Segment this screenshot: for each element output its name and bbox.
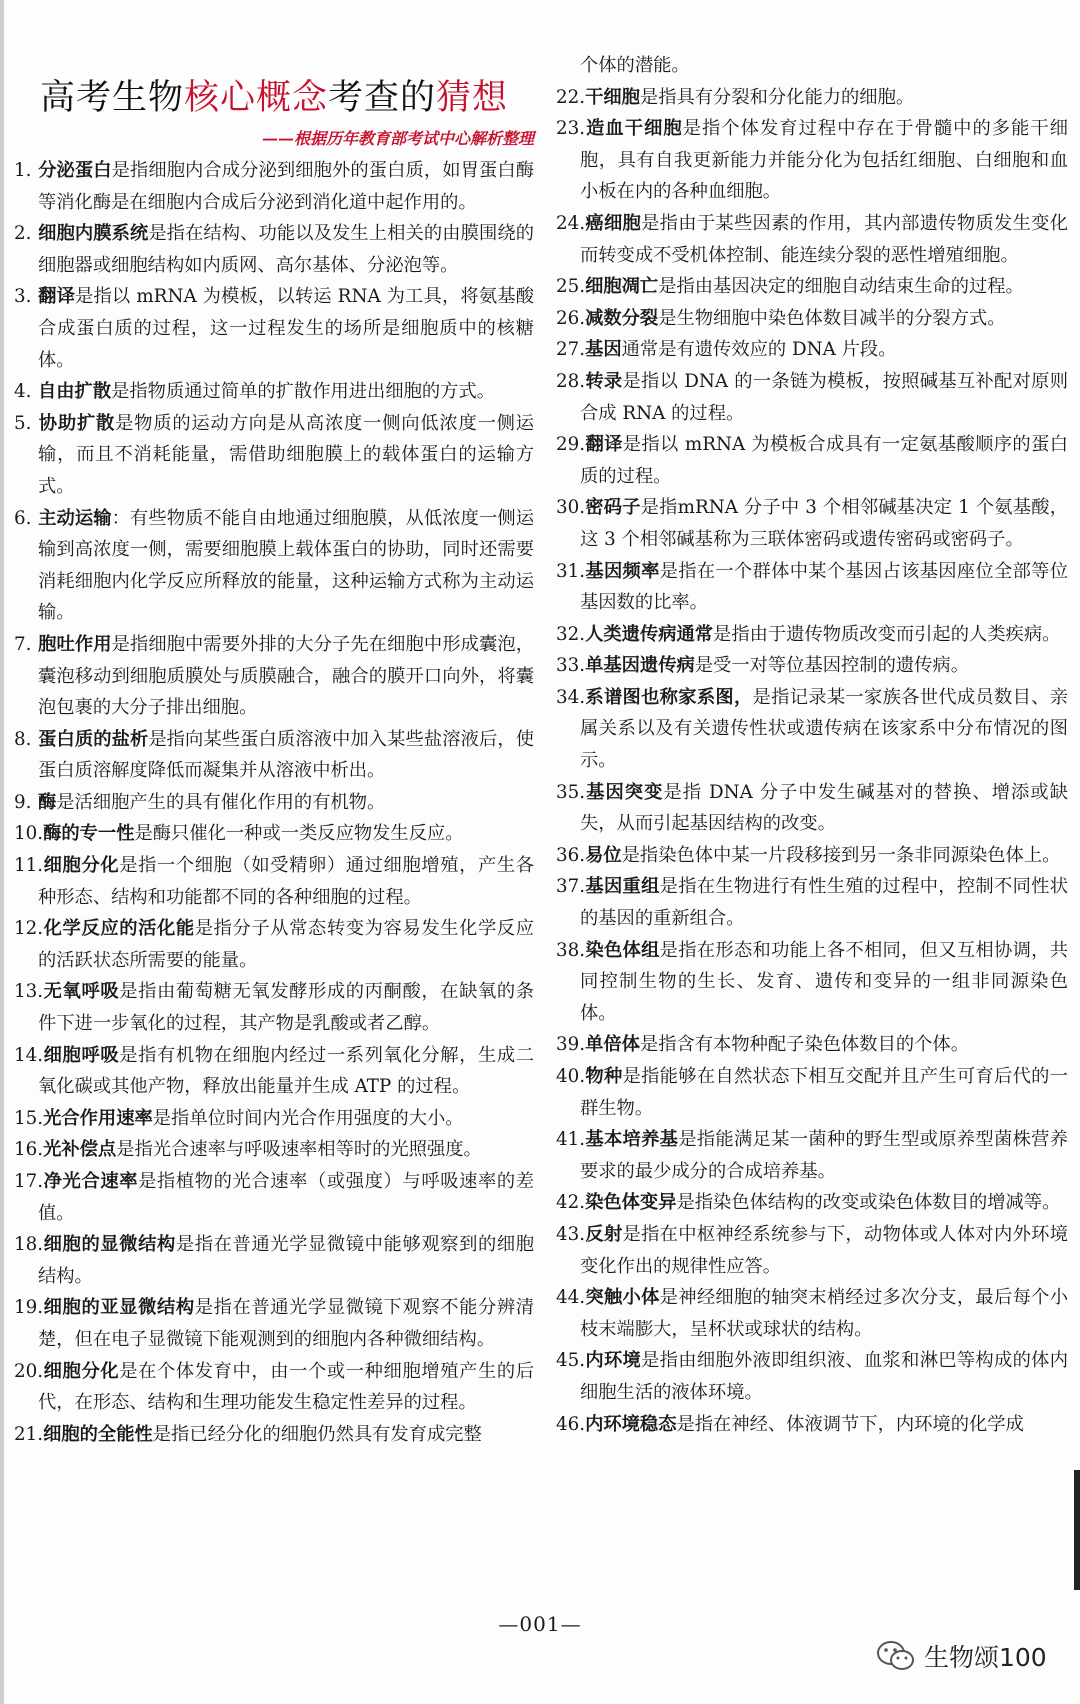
definition-item	[556, 871, 1068, 934]
item-number: 46.	[556, 1413, 586, 1435]
item-term: 细胞的亚显微结构	[43, 1297, 195, 1319]
item-term: 细胞分化	[43, 1360, 120, 1382]
item-definition: 是生物细胞中染色体数目减半的分裂方式。	[658, 307, 1006, 329]
binding-shadow	[1074, 1470, 1080, 1590]
item-definition: 是指在形态和功能上各不相同，但又互相协调，共同控制生物的生长、发育、遗传和变异的一组非同源染色体。	[580, 939, 1069, 1024]
item-definition: 是指分子从常态转变为容易发生化学反应的活跃状态所需要的能量。	[38, 918, 535, 971]
item-term: 染色体变异	[585, 1192, 677, 1214]
item-number: 25.	[556, 276, 586, 298]
definition-item	[14, 503, 534, 629]
definition-item	[14, 155, 534, 218]
item-definition: 是指在生物进行有性生殖的过程中，控制不同性状的基因的重新组合。	[580, 876, 1069, 930]
item-definition: 是指由于某些因素的作用，其内部遗传物质发生变化而转变成不受机体控制、能连续分裂的恶性增殖细胞。	[580, 212, 1069, 266]
definition-item	[14, 1356, 534, 1419]
definition-item	[556, 429, 1068, 492]
item-term: 染色体组	[585, 939, 660, 961]
item-term: 人类遗传病通常	[585, 623, 714, 645]
item-term: 系谱图也称家系图，	[585, 686, 753, 708]
definition-item	[556, 82, 1068, 114]
item-definition: 是指在神经、体液调节下，内环境的化学成	[676, 1413, 1024, 1435]
item-number: 27.	[556, 339, 586, 361]
definition-item	[556, 1345, 1068, 1408]
item-term: 易位	[585, 844, 622, 866]
page-edge	[0, 0, 4, 1704]
page-number: —001—	[498, 1612, 582, 1636]
definition-item	[556, 271, 1068, 303]
item-definition: 是指细胞内合成分泌到细胞外的蛋白质，如胃蛋白酶等消化酶是在细胞内合成后分泌到消化道中起作用的。	[38, 160, 535, 213]
item-term: 胞吐作用	[38, 633, 112, 655]
item-number: 37.	[556, 876, 586, 898]
item-number: 28.	[556, 370, 586, 392]
item-term: 翻译	[38, 286, 76, 308]
item-number: 21.	[14, 1423, 44, 1445]
item-number: 1.	[14, 160, 32, 181]
item-number: 22.	[556, 86, 586, 108]
item-term: 基因重组	[585, 876, 660, 898]
item-definition: 通常是有遗传效应的 DNA 片段。	[621, 339, 897, 361]
item-number: 38.	[556, 939, 586, 961]
definition-item	[556, 1061, 1068, 1124]
item-number: 40.	[556, 1066, 586, 1087]
item-term: 酶的专一性	[43, 823, 135, 845]
item-number: 11.	[14, 855, 44, 877]
item-number: 20.	[14, 1360, 44, 1382]
watermark	[876, 1636, 1047, 1676]
definition-item	[556, 935, 1068, 1030]
item-definition: 是指单位时间内光合作用强度的大小。	[152, 1107, 464, 1129]
continuation-text: 个体的潜能。	[580, 55, 690, 76]
item-number: 18.	[14, 1234, 44, 1256]
item-term: 基因突变	[585, 781, 664, 803]
definition-item	[14, 1040, 534, 1103]
item-definition: 是指光合速率与呼吸速率相等时的光照强度。	[116, 1139, 482, 1161]
item-number: 14.	[14, 1044, 44, 1066]
item-number: 32.	[556, 623, 586, 645]
definition-item	[556, 619, 1068, 651]
definition-item	[556, 1409, 1068, 1441]
item-number: 30.	[556, 497, 586, 519]
item-definition: 是指mRNA 分子中 3 个相邻碱基决定 1 个氨基酸，这 3 个相邻碱基称为三联体密码或遗传密码或密码子。	[580, 497, 1068, 550]
item-term: 翻译	[585, 434, 623, 456]
item-number: 41.	[556, 1129, 586, 1151]
item-term: 基因	[585, 339, 622, 361]
item-term: 主动运输	[38, 507, 112, 529]
item-number: 29.	[556, 434, 586, 456]
item-term: 基因频率	[585, 560, 660, 582]
definition-item	[556, 1187, 1068, 1219]
item-number: 31.	[556, 560, 586, 582]
definition-item	[556, 1029, 1068, 1061]
definition-item	[14, 818, 534, 850]
item-term: 光合作用速率	[43, 1107, 153, 1129]
definition-item	[556, 492, 1068, 555]
definition-item	[14, 787, 534, 819]
item-definition: 是指在一个群体中某个基因占该基因座位全部等位基因数的比率。	[580, 560, 1069, 614]
item-definition: 是指由细胞外液即组织液、血浆和淋巴等构成的体内细胞生活的液体环境。	[580, 1350, 1069, 1403]
item-definition: 是酶只催化一种或一类反应物发生反应。	[134, 823, 464, 845]
item-number: 4.	[14, 381, 32, 403]
definition-item	[556, 366, 1068, 429]
definition-item	[556, 840, 1068, 872]
definition-item	[14, 218, 534, 281]
title-part-1: 高考生物	[39, 78, 184, 118]
item-definition: 是指含有本物种配子染色体数目的个体。	[639, 1034, 969, 1056]
item-number: 39.	[556, 1034, 586, 1056]
item-definition: 是指植物的光合速率（或强度）与呼吸速率的差值。	[38, 1171, 535, 1224]
item-definition: 是指具有分裂和分化能力的细胞。	[639, 86, 915, 108]
item-number: 13.	[14, 981, 44, 1003]
title-part-2: 考查的	[328, 78, 437, 118]
item-definition: 是指已经分化的细胞仍然具有发育成完整	[152, 1423, 482, 1445]
item-number: 34.	[556, 686, 586, 708]
item-definition: 是指有机物在细胞内经过一系列氧化分解，生成二氧化碳或其他产物，释放出能量并生成 ATP 的过程。	[38, 1044, 535, 1098]
item-definition: 是受一对等位基因控制的遗传病。	[694, 655, 969, 677]
item-term: 细胞呼吸	[43, 1044, 120, 1066]
item-number: 33.	[556, 655, 586, 677]
definition-item	[14, 1103, 534, 1135]
left-item-list	[14, 155, 534, 1450]
definition-item	[556, 1124, 1068, 1187]
item-definition: 是在个体发育中，由一个或一种细胞增殖产生的后代，在形态、结构和生理功能发生稳定性差异的过程。	[38, 1360, 535, 1414]
definition-item	[556, 208, 1068, 271]
item-definition: 是指染色体中某一片段移接到另一条非同源染色体上。	[621, 844, 1061, 866]
definition-item	[14, 408, 534, 503]
definition-item	[556, 303, 1068, 335]
watermark-text: 生物颂100	[924, 1643, 1047, 1672]
item-term: 自由扩散	[38, 381, 112, 403]
item-term: 细胞分化	[43, 855, 120, 877]
item-number: 3.	[14, 286, 32, 308]
definition-item	[14, 281, 534, 376]
item-number: 35.	[556, 781, 586, 803]
item-definition: 是指细胞中需要外排的大分子先在细胞中形成囊泡，囊泡移动到细胞质膜处与质膜融合，融合的膜开口向外，将囊泡包裹的大分子排出细胞。	[38, 633, 535, 719]
item-definition: 是活细胞产生的具有催化作用的有机物。	[56, 791, 386, 813]
definition-item	[556, 113, 1068, 208]
item-definition: 是指记录某一家族各世代成员数目、亲属关系以及有关遗传性状或遗传病在该家系中分布情况的图示。	[580, 686, 1069, 772]
item-number: 26.	[556, 307, 586, 329]
title-highlight-2: 猜想	[436, 78, 509, 118]
definition-item	[14, 1166, 534, 1229]
item-definition: 是指在普通光学显微镜中能够观察到的细胞结构。	[38, 1234, 535, 1287]
definition-item	[14, 913, 534, 976]
item-definition: 是指一个细胞（如受精卵）通过细胞增殖，产生各种形态、结构和功能都不同的各种细胞的过程。	[38, 855, 535, 908]
item-definition: 是物质的运动方向是从高浓度一侧向低浓度一侧运输，而且不消耗能量，需借助细胞膜上的载体蛋白的运输方式。	[38, 412, 535, 497]
item-number: 7.	[14, 633, 32, 655]
item-definition: 是神经细胞的轴突末梢经过多次分支，最后每个小枝末端膨大，呈杯状或球状的结构。	[580, 1287, 1069, 1340]
item-definition: 是指由葡萄糖无氧发酵形成的丙酮酸，在缺氧的条件下进一步氧化的过程，其产物是乳酸或者乙醇。	[38, 981, 535, 1035]
definition-item	[14, 629, 534, 724]
item-number: 43.	[556, 1223, 586, 1245]
right-column	[556, 50, 1068, 1440]
wechat-icon	[876, 1639, 916, 1673]
item-term: 细胞内膜系统	[38, 223, 149, 245]
item-definition: 是指 DNA 分子中发生碱基对的替换、增添或缺失，从而引起基因结构的改变。	[580, 781, 1068, 835]
definition-item	[14, 1292, 534, 1355]
definition-item	[556, 650, 1068, 682]
item-definition: 是指个体发育过程中存在于骨髓中的多能干细胞，具有自我更新能力并能分化为包括红细胞、白细胞和血小板在内的各种血细胞。	[580, 118, 1069, 203]
definition-item	[14, 1419, 534, 1451]
item-term: 净光合速率	[43, 1171, 139, 1192]
item-term: 光补偿点	[43, 1139, 117, 1161]
item-number: 2.	[14, 223, 32, 245]
right-item-list	[556, 82, 1068, 1441]
item-number: 10.	[14, 823, 44, 845]
item-definition: 是指以 DNA 的一条链为模板，按照碱基互补配对原则合成 RNA 的过程。	[580, 370, 1068, 424]
item-number: 12.	[14, 918, 44, 940]
item-term: 单基因遗传病	[585, 655, 695, 677]
item-term: 内环境	[585, 1350, 642, 1372]
item-term: 干细胞	[585, 86, 640, 108]
item-number: 8.	[14, 728, 32, 750]
item-term: 分泌蛋白	[38, 160, 112, 181]
item-definition: 是指由于遗传物质改变而引起的人类疾病。	[713, 623, 1061, 645]
title-highlight-1: 核心概念	[183, 78, 328, 118]
item-term: 细胞凋亡	[585, 276, 659, 298]
item-term: 细胞的显微结构	[43, 1234, 176, 1256]
item-definition: 是指染色体结构的改变或染色体数目的增减等。	[676, 1192, 1061, 1214]
item-term: 单倍体	[585, 1034, 640, 1056]
item-term: 酶	[38, 791, 57, 813]
item-term: 蛋白质的盐析	[38, 728, 149, 750]
item-term: 反射	[585, 1223, 623, 1245]
page-subtitle: ——根据历年教育部考试中心解析整理	[261, 129, 534, 148]
item-definition: 是指在中枢神经系统参与下，动物体或人体对内外环境变化作出的规律性应答。	[580, 1223, 1069, 1277]
item-term: 化学反应的活化能	[43, 918, 195, 940]
item-definition: 是指在结构、功能以及发生上相关的由膜围绕的细胞器或细胞结构如内质网、高尔基体、分泌泡等。	[38, 223, 535, 276]
item-number: 36.	[556, 844, 586, 866]
item-number: 23.	[556, 118, 586, 140]
item-number: 15.	[14, 1107, 44, 1129]
item-definition: 是指以 mRNA 为模板合成具有一定氨基酸顺序的蛋白质的过程。	[580, 434, 1069, 487]
item-definition: 是指由基因决定的细胞自动结束生命的过程。	[658, 276, 1024, 298]
item-number: 42.	[556, 1192, 586, 1214]
definition-item	[556, 334, 1068, 366]
item-number: 9.	[14, 791, 32, 813]
item-number: 6.	[14, 507, 32, 529]
left-column	[14, 68, 534, 1450]
item-number: 45.	[556, 1350, 586, 1372]
item-term: 突触小体	[585, 1287, 660, 1309]
item-number: 16.	[14, 1139, 44, 1161]
item-number: 44.	[556, 1287, 586, 1309]
item-term: 无氧呼吸	[43, 981, 120, 1003]
item-definition: 是指能满足某一菌种的野生型或原养型菌株营养要求的最少成分的合成培养基。	[580, 1129, 1069, 1182]
definition-item	[556, 1219, 1068, 1282]
definition-item	[14, 1134, 534, 1166]
item-number: 24.	[556, 212, 586, 234]
definition-item	[556, 777, 1068, 840]
definition-item	[14, 376, 534, 408]
item-definition: ：有些物质不能自由地通过细胞膜，从低浓度一侧运输到高浓度一侧，需要细胞膜上载体蛋白的协助，同时还需要消耗细胞内化学反应所释放的能量，这种运输方式称为主动运输。	[38, 507, 535, 624]
item-number: 5.	[14, 412, 32, 434]
item-term: 基本培养基	[585, 1129, 679, 1151]
item-definition: 是指能够在自然状态下相互交配并且产生可育后代的一群生物。	[580, 1066, 1069, 1119]
item-definition: 是指物质通过简单的扩散作用进出细胞的方式。	[111, 381, 496, 403]
item-definition: 是指向某些蛋白质溶液中加入某些盐溶液后，使蛋白质溶解度降低而凝集并从溶液中析出。	[38, 728, 535, 782]
item-number: 17.	[14, 1171, 44, 1192]
item-definition: 是指以 mRNA 为模板，以转运 RNA 为工具，将氨基酸合成蛋白质的过程，这一过程发生的场所是细胞质中的核糖体。	[38, 286, 534, 371]
item-term: 癌细胞	[585, 212, 642, 234]
definition-item	[14, 976, 534, 1039]
item-term: 密码子	[585, 497, 641, 519]
definition-item	[556, 682, 1068, 777]
definition-item	[14, 1229, 534, 1292]
definition-item	[14, 724, 534, 787]
item-term: 协助扩散	[38, 412, 116, 434]
item-number: 19.	[14, 1297, 44, 1319]
definition-item	[556, 556, 1068, 619]
item-term: 减数分裂	[585, 307, 659, 329]
item-definition: 是指在普通光学显微镜下观察不能分辨清楚，但在电子显微镜下能观测到的细胞内各种微细结构。	[38, 1297, 535, 1350]
definition-item	[556, 1282, 1068, 1345]
item-term: 造血干细胞	[585, 118, 683, 140]
item-term: 细胞的全能性	[43, 1423, 153, 1445]
page-title	[14, 70, 534, 120]
item-term: 物种	[585, 1066, 623, 1087]
item-term: 转录	[585, 370, 623, 392]
definition-item	[14, 850, 534, 913]
item-term: 内环境稳态	[585, 1413, 677, 1435]
